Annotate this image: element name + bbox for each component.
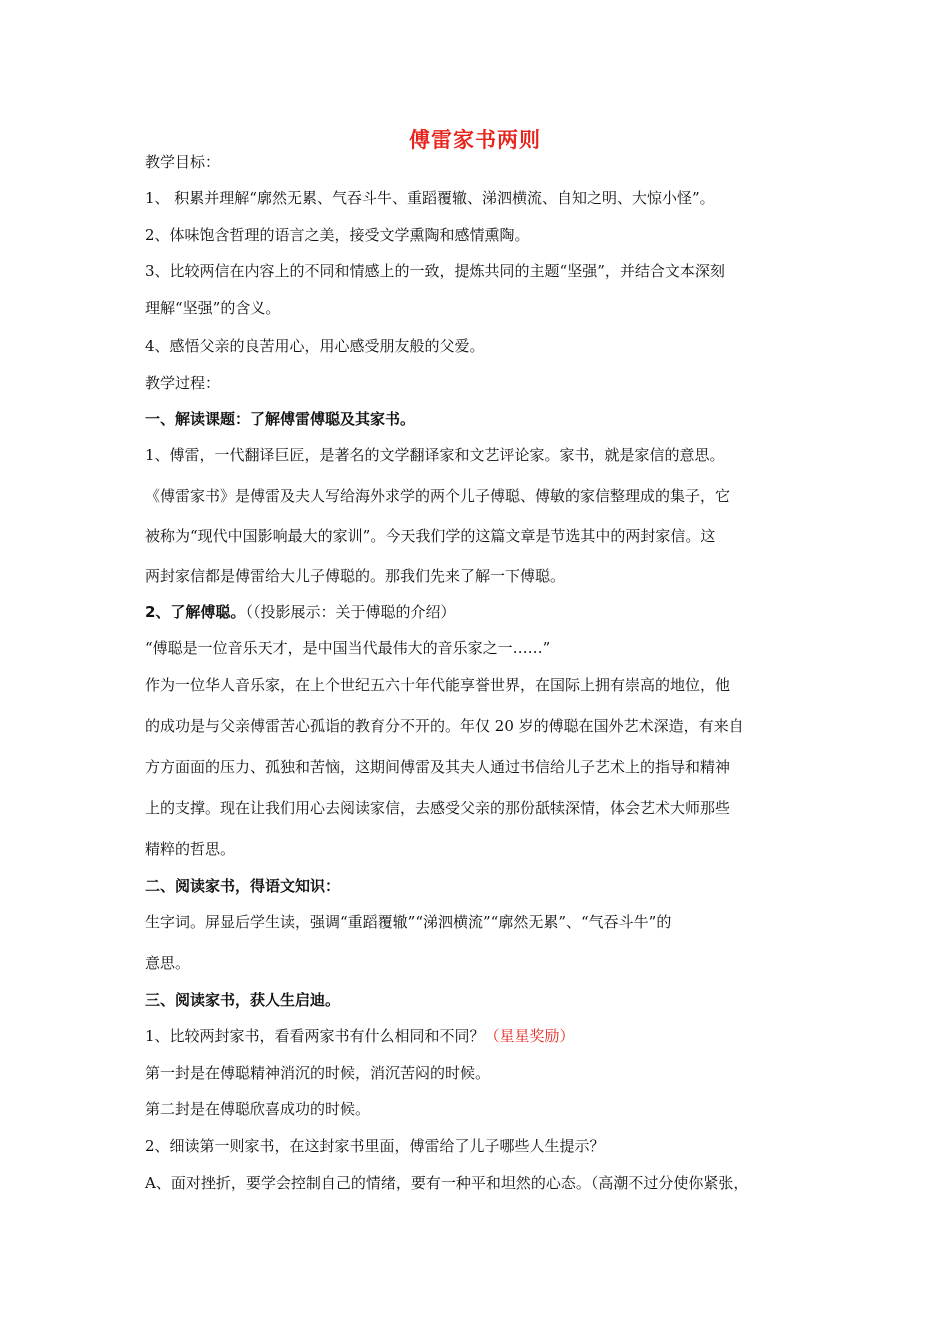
- objective-4: 4、感悟父亲的良苦用心，用心感受朋友般的父爱。: [145, 337, 485, 355]
- section1-para2-line-5: 精粹的哲思。: [145, 840, 236, 858]
- section1-line-3: 被称为“现代中国影响最大的家训”。今天我们学的这篇文章是节选其中的两封家信。这: [145, 527, 716, 545]
- section3-heading: 三、阅读家书，获人生启迪。: [145, 991, 341, 1009]
- section1-para2-line-4: 上的支撑。现在让我们用心去阅读家信，去感受父亲的那份舐犊深情，体会艺术大师那些: [145, 799, 731, 817]
- section1-para2-line-2: 的成功是与父亲傅雷苦心孤诣的教育分不开的。年仅 20 岁的傅聪在国外艺术深造，有来自: [145, 717, 744, 735]
- document-title: 傅雷家书两则: [409, 128, 541, 152]
- section3-question-1: [145, 1026, 575, 1046]
- item2-bold: 2、了解傅聪。: [145, 603, 246, 621]
- section2-line-2: 意思。: [145, 954, 191, 972]
- section2-heading: 二、阅读家书，得语文知识：: [145, 877, 341, 895]
- objective-3: 3、比较两信在内容上的不同和情感上的一致，提炼共同的主题“坚强”，并结合文本深刻: [145, 262, 725, 280]
- objective-2: 2、体味饱含哲理的语言之美，接受文学熏陶和感情熏陶。: [145, 226, 530, 244]
- section1-item2: [145, 602, 455, 622]
- section1-line-1: 1、傅雷，一代翻译巨匠，是著名的文学翻译家和文艺评论家。家书，就是家信的意思。: [145, 446, 725, 464]
- objective-3-cont: 理解“坚强”的含义。: [145, 299, 281, 317]
- section3-line-4: A、面对挫折，要学会控制自己的情绪，要有一种平和坦然的心态。（高潮不过分使你紧张，: [145, 1174, 749, 1192]
- section3-line-1: 第一封是在傅聪精神消沉的时候，消沉苦闷的时候。: [145, 1064, 491, 1082]
- section1-line-4: 两封家信都是傅雷给大儿子傅聪的。那我们先来了解一下傅聪。: [145, 567, 566, 585]
- star-reward-note: （星星奖励）: [484, 1027, 575, 1045]
- question-1-text: 1、比较两封家书，看看两家书有什么相同和不同？: [145, 1027, 485, 1045]
- section1-heading: 一、解读课题：了解傅雷傅聪及其家书。: [145, 410, 416, 428]
- objectives-heading: 教学目标：: [145, 153, 221, 171]
- process-heading: 教学过程：: [145, 374, 221, 392]
- item2-rest: （（投影展示：关于傅聪的介绍）: [245, 603, 456, 621]
- objective-1: 1、 积累并理解“廓然无累、气吞斗牛、重蹈覆辙、涕泗横流、自知之明、大惊小怪”。: [145, 189, 715, 207]
- section1-para2-line-3: 方方面面的压力、孤独和苦恼，这期间傅雷及其夫人通过书信给儿子艺术上的指导和精神: [145, 758, 731, 776]
- section1-line-2: 《傅雷家书》是傅雷及夫人写给海外求学的两个儿子傅聪、傅敏的家信整理成的集子，它: [145, 487, 731, 505]
- section2-line-1: 生字词。屏显后学生读，强调“重蹈覆辙”“涕泗横流”“廓然无累”、“气吞斗牛”的: [145, 913, 672, 931]
- section3-line-3: 2、细读第一则家书，在这封家书里面，傅雷给了儿子哪些人生提示？: [145, 1137, 605, 1155]
- fu-cong-quote: “傅聪是一位音乐天才，是中国当代最伟大的音乐家之一……”: [145, 639, 551, 657]
- section3-line-2: 第二封是在傅聪欣喜成功的时候。: [145, 1100, 371, 1118]
- section1-para2-line-1: 作为一位华人音乐家，在上个世纪五六十年代能享誉世界，在国际上拥有崇高的地位，他: [145, 676, 731, 694]
